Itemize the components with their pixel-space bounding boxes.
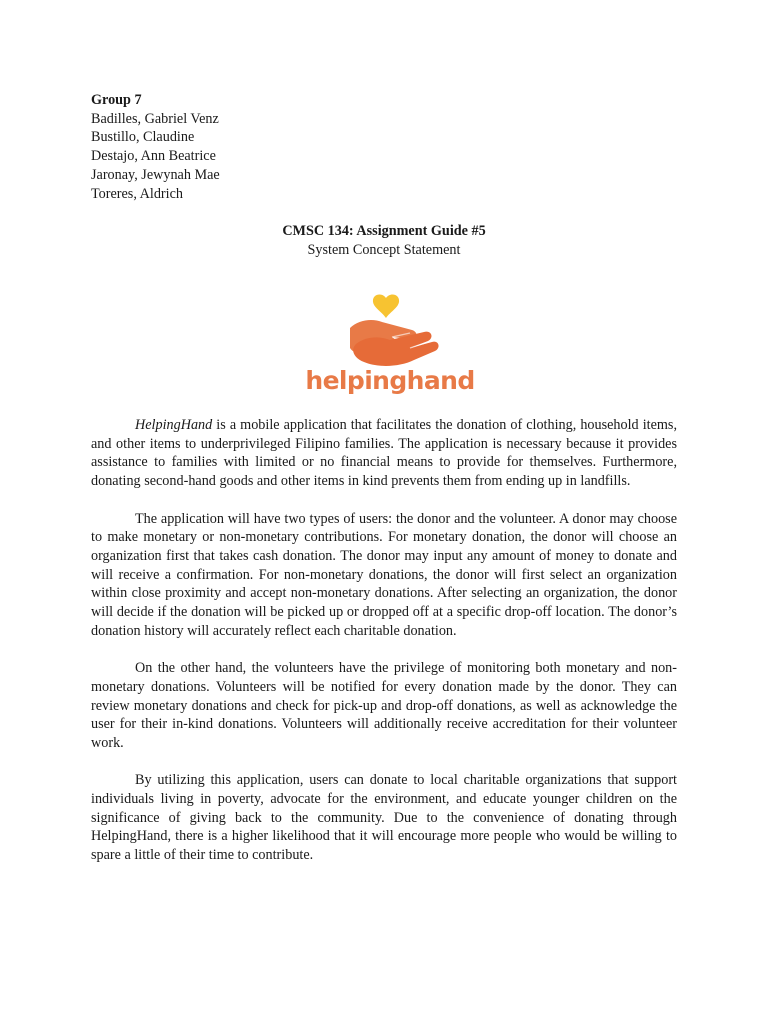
member-name: Destajo, Ann Beatrice (91, 148, 216, 165)
document-subtitle: System Concept Statement (307, 241, 461, 258)
member-name: Bustillo, Claudine (91, 129, 195, 146)
title-block (0, 222, 768, 259)
hand-heart-icon (300, 292, 480, 368)
app-name: HelpingHand (135, 417, 213, 433)
paragraph-text: is a mobile application that facilitates the donation of clothing, household items, and other items to underprivileged Filipino families. The application is necessary because it provides assistance to families with limited or no financial means to provide for themselves. Furthermore, donating second-hand goods and other items in kind prevents them from ending up in landfills. (91, 417, 677, 490)
member-name: Jaronay, Jewynah Mae (91, 166, 220, 183)
helpinghand-logo (300, 292, 480, 404)
logo-wordmark: helpinghand (305, 366, 475, 395)
group-info (91, 91, 391, 203)
paragraph (91, 416, 677, 491)
paragraph: On the other hand, the volunteers have the privilege of monitoring both monetary and non-monetary donations. Volunteers will be notified for every donation made by the donor. They can review monetary donations and check for pick-up and drop-off donations, as well as acknowledge the user for their in-kind donations. Volunteers will additionally receive accreditation for their volunteer work. (91, 660, 677, 751)
paragraph: The application will have two types of users: the donor and the volunteer. A donor may choose to make monetary or non-monetary contributions. For monetary donation, the donor will choose an organization first that takes cash donation. The donor may input any amount of money to donate and will receive a confirmation. For non-monetary donations, the donor will first select an organization within close proximity and accept non-monetary donations. After selecting an organization, the donor will decide if the donation will be picked up or dropped off at a specific drop-off location. The donor’s donation history will accurately reflect each charitable donation. (91, 510, 677, 639)
member-name: Toreres, Aldrich (91, 185, 183, 202)
paragraph: By utilizing this application, users can donate to local charitable organizations that support individuals living in poverty, advocate for the environment, and educate younger children on the significance of giving back to the community. Due to the convenience of donating through HelpingHand, there is a higher likelihood that it will encourage more people who would be willing to spare a little of their time to contribute. (91, 772, 677, 864)
member-name: Badilles, Gabriel Venz (91, 110, 219, 127)
group-label: Group 7 (91, 92, 142, 108)
concept-statement (91, 416, 677, 884)
document-title: CMSC 134: Assignment Guide #5 (282, 223, 486, 239)
